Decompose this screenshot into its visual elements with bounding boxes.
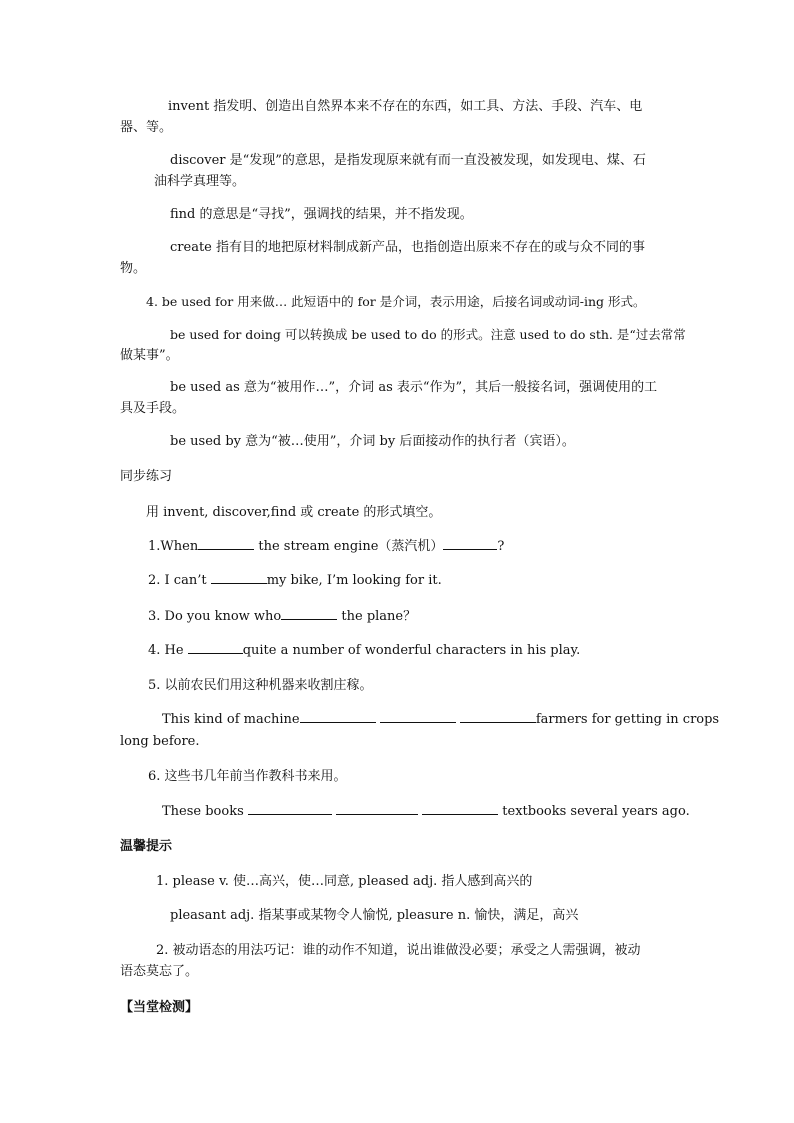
question-4-start: 4. He [148, 643, 188, 658]
question-5: 5. 以前农民们用这种机器来收割庄稼。 [148, 678, 373, 693]
blank-6c[interactable] [422, 802, 498, 815]
question-5-english [162, 710, 719, 730]
blank-6a[interactable] [248, 802, 332, 815]
blank-6b[interactable] [336, 802, 418, 815]
question-6: 6. 这些书几年前当作教科书来用。 [148, 769, 347, 784]
tips-heading: 温馨提示 [120, 839, 173, 854]
used-for-line-1: be used for doing 可以转换成 be used to do 的形式。注意 used to do sth. 是“过去常常 [170, 327, 686, 342]
question-6-english [162, 802, 690, 822]
discover-line-2: 油科学真理等。 [154, 174, 246, 189]
used-as-line-1: be used as 意为“被用作…”，介词 as 表示“作为”，其后一般接名词，强调使用的工 [170, 380, 658, 395]
question-3-end: the plane？ [337, 609, 417, 624]
blank-1a[interactable] [198, 537, 254, 550]
discover-line-1: discover 是“发现”的意思，是指发现原来就有而一直没被发现，如发现电、煤、石 [170, 153, 646, 168]
blank-5b[interactable] [380, 710, 456, 723]
question-6-english-start: These books [162, 804, 248, 819]
blank-3[interactable] [281, 607, 337, 620]
tip-2-line-2: 语态莫忘了。 [120, 964, 199, 979]
point-4: 4. be used for 用来做… 此短语中的 for 是介词，表示用途，后接名词或动词-ing 形式。 [146, 294, 646, 309]
invent-line-1: invent 指发明、创造出自然界本来不存在的东西，如工具、方法、手段、汽车、电 [168, 99, 643, 114]
question-5-english-continued: long before. [120, 734, 200, 749]
question-2-end: my bike, I’m looking for it. [266, 573, 442, 588]
question-1-end: ? [497, 539, 505, 554]
blank-5a[interactable] [300, 710, 376, 723]
question-5-english-start: This kind of machine [162, 712, 300, 727]
question-2 [148, 571, 442, 591]
question-1 [148, 537, 504, 557]
question-1-middle: the stream engine（蒸汽机） [254, 539, 444, 554]
used-for-line-2: 做某事”。 [120, 348, 179, 363]
class-check-heading: 【当堂检测】 [120, 1000, 199, 1015]
blank-2[interactable] [211, 571, 267, 584]
tip-2-line-1: 2. 被动语态的用法巧记：谁的动作不知道，说出谁做没必要；承受之人需强调，被动 [156, 943, 641, 958]
find-line: find 的意思是“寻找”，强调找的结果，并不指发现。 [170, 207, 473, 222]
question-4 [148, 641, 580, 661]
question-5-english-end: farmers for getting in crops [535, 712, 720, 727]
blank-1b[interactable] [443, 537, 497, 550]
blank-5c[interactable] [460, 710, 536, 723]
blank-4[interactable] [188, 641, 243, 654]
sync-practice-heading: 同步练习 [120, 469, 173, 484]
question-3 [148, 607, 416, 627]
tip-1-continued: pleasant adj. 指某事或某物令人愉悦, pleasure n. 愉快，满足，高兴 [170, 908, 579, 923]
used-as-line-2: 具及手段。 [120, 401, 186, 416]
question-2-start: 2. I can’t [148, 573, 211, 588]
used-by-line: be used by 意为“被…使用”，介词 by 后面接动作的执行者（宾语）。 [170, 434, 575, 449]
question-4-end: quite a number of wonderful characters in his play. [242, 643, 581, 658]
create-line-1: create 指有目的地把原材料制成新产品，也指创造出原来不存在的或与众不同的事 [170, 240, 645, 255]
invent-line-2: 器、等。 [120, 120, 173, 135]
question-3-start: 3. Do you know who [148, 609, 282, 624]
tip-1: 1. please v. 使…高兴，使…同意, pleased adj. 指人感到高兴的 [156, 874, 533, 889]
question-6-english-end: textbooks several years ago. [498, 804, 690, 819]
create-line-2: 物。 [120, 261, 147, 276]
question-1-start: 1.When [148, 539, 199, 554]
exercise-instruction: 用 invent, discover,find 或 create 的形式填空。 [146, 505, 442, 520]
